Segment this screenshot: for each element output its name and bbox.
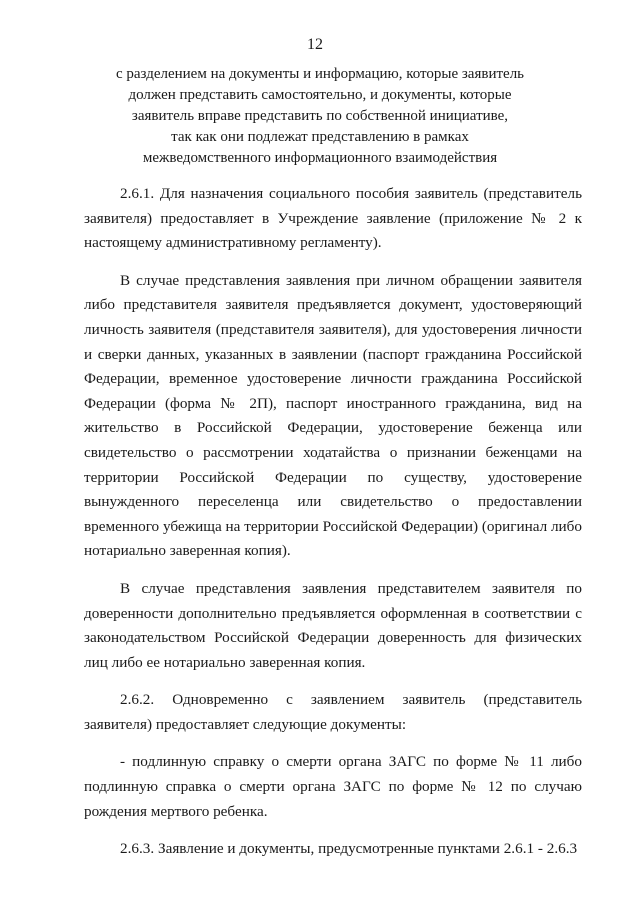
paragraph-2-6-2: 2.6.2. Одновременно с заявлением заявитель (представитель заявителя) предоставляет следующие документы: xyxy=(84,691,582,733)
paragraph-power-of-attorney: В случае представления заявления представителем заявителя по доверенности дополнительно предъявляется оформленная в соответствии с законодательством Российской Федерации доверенность для физических лиц либо ее нотариально заверенная копия. xyxy=(84,579,582,671)
document-body xyxy=(84,182,582,862)
heading-line: с разделением на документы и информацию, которые заявитель xyxy=(115,66,525,82)
heading-line: должен представить самостоятельно, и документы, которые xyxy=(128,87,512,103)
paragraph-2-6-1: 2.6.1. Для назначения социального пособия заявитель (представитель заявителя) предоставляет в Учреждение заявление (приложение № 2 к настоящему административному регламенту). xyxy=(84,185,582,252)
heading-line: заявитель вправе представить по собственной инициативе, xyxy=(131,108,509,124)
paragraph-2-6-3: 2.6.3. Заявление и документы, предусмотренные пунктами 2.6.1 - 2.6.3 xyxy=(120,840,578,858)
section-heading xyxy=(60,64,580,169)
heading-line: так как они подлежат представлению в рамках xyxy=(171,129,469,145)
paragraph-personal-appeal: В случае представления заявления при личном обращении заявителя либо представителя заявителя предъявляется документ, удостоверяющий личность заявителя (представителя заявителя), для удостоверения личности и сверки данных, указанных в заявлении (паспорт гражданина Российской Федерации, временное удостоверение личности гражданина Российской Федерации (форма № 2П), паспорт иностранного гражданина, вид на жительство в Российской Федерации, удостоверение беженца или свидетельство о рассмотрении ходатайства о признании беженцами на территории Российской Федерации по существу, удостоверение вынужденного переселенца или свидетельство о предоставлении временного убежища на территории Российской Федерации) (оригинал либо нотариально заверенная копия). xyxy=(84,271,582,560)
heading-line: межведомственного информационного взаимодействия xyxy=(142,150,498,166)
paragraph-death-certificate-item: - подлинную справку о смерти органа ЗАГС по форме № 11 либо подлинную справка о смерти органа ЗАГС по форме № 12 по случаю рождения мертвого ребенка. xyxy=(84,753,582,820)
page-number: 12 xyxy=(307,36,323,53)
